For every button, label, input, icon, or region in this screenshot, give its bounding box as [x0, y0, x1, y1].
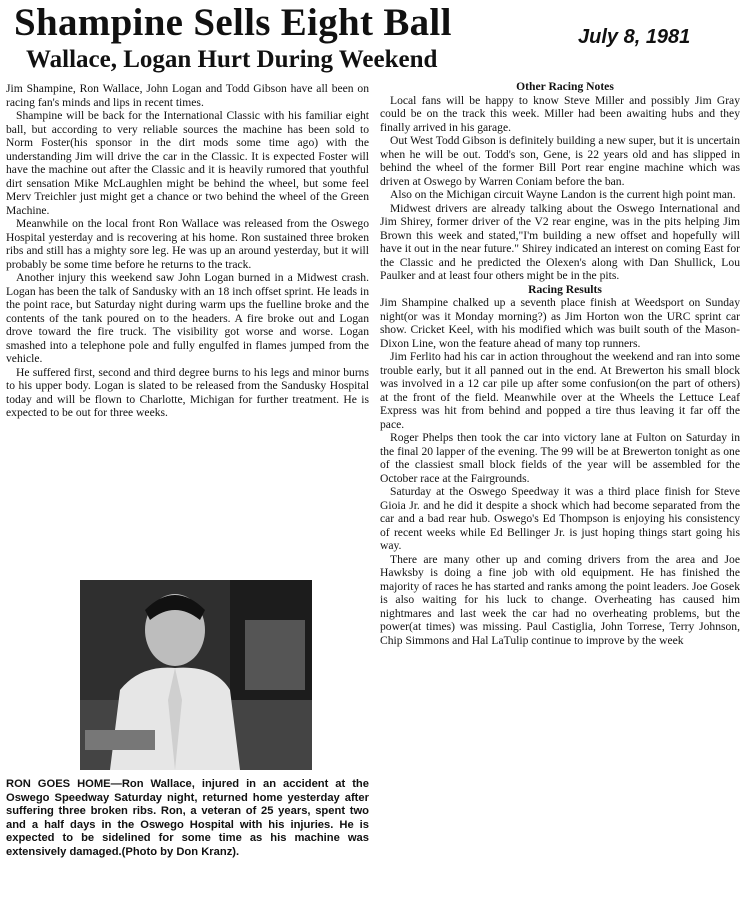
photo-ron-wallace — [80, 580, 312, 770]
notes-paragraph: Local fans will be happy to know Steve Miller and possibly Jim Gray could be on the track this week. Miller had been awaiting hubs and they finally arrived in his garage. — [380, 93, 740, 134]
results-paragraph: Jim Shampine chalked up a seventh place finish at Weedsport on Sunday night(or was it Monday morning?) as Jim Horton won the URC sprint car show. Cricket Keel, with his modified which was built south of the Mason-Dixon Line, won the feature ahead of many top runners. — [380, 296, 740, 350]
headline: Shampine Sells Eight Ball — [14, 1, 452, 44]
notes-paragraph: Also on the Michigan circuit Wayne Landon is the current high point man. — [390, 188, 736, 201]
results-paragraph: Saturday at the Oswego Speedway it was a third place finish for Steve Gioia Jr. and he did it despite a shock which had become separated from the car and a bad rear hub. Oswego's Ed Thompson is enjoying his consistency of recent weeks while Ed Bellinger Jr. is just hoping things start going his way. — [380, 485, 740, 552]
results-paragraph: Roger Phelps then took the car into victory lane at Fulton on Saturday in the final 20 lapper of the evening. The 99 will be at Brewerton tonight as one of the classiest small block fields of the year will be assembled for the October race at the Fairgrounds. — [380, 431, 740, 485]
notes-paragraph: Out West Todd Gibson is definitely building a new super, but it is uncertain when he will be out. Todd's son, Gene, is 22 years old and has slipped in behind the wheel of the former Bill Port rear engine machine which was driven at Oswego by Warren Coniam before the ban. — [380, 134, 740, 188]
article-paragraph: Jim Shampine, Ron Wallace, John Logan and Todd Gibson have all been on racing fan's minds and lips in recent times. — [6, 82, 369, 109]
results-paragraph: Jim Ferlito had his car in action throughout the weekend and ran into some trouble early, but it all panned out in the end. At Brewerton his small block was involved in a 12 car pile up after some confusion(on the part of others) at the front of the field. Meanwhile over at the Wheels the Lettuce Leaf Express was hit from behind and popped a tire thus leaving it far off the pace. — [380, 350, 740, 431]
publication-date: July 8, 1981 — [578, 26, 691, 48]
article-paragraph: He suffered first, second and third degree burns to his legs and minor burns to his upper body. Logan is slated to be released from the Sandusky Hospital today and will be flown to Charlotte, Michigan for further treatment. He is expected to be out for three weeks. — [6, 365, 369, 419]
subheadline: Wallace, Logan Hurt During Weekend — [26, 46, 438, 73]
photo-caption: RON GOES HOME—Ron Wallace, injured in an accident at the Oswego Speedway Saturday night, returned home yesterday after suffering three broken ribs. Ron, a veteran of 25 years, spent two and a half days in the Oswego Hospital with his injuries. He is expected to be sidelined for some time as his machine was extensively damaged.(Photo by Don Kranz). — [6, 778, 369, 858]
photo-image — [80, 580, 312, 770]
article-paragraph: Another injury this weekend saw John Logan burned in a Midwest crash. Logan has been the talk of Sandusky with an 18 inch offset sprint. He leads in the point race, but Saturday night during warm ups the fuelline broke and the contents of the tank poured on to the headers. A fire broke out and Logan drove toward the fire truck. The visibility got worse and worse. Logan smashed into a telephone pole and fully engulfed in flames jumped from the vehicle. — [6, 271, 369, 365]
article-paragraph: Shampine will be back for the International Classic with his familiar eight ball, but according to very reliable sources the machine has been sold to Norm Foster(his sponsor in the dirt mods some time ago) with the understanding Jim will drive the car in the Classic. It is expected Foster will have the machine out after the Classic and it is heavily rumored that youthful dirt sensation Mike McLaughlen might be behind the wheel, but some feel Merv Treichler just might get a chance or two behind the wheel of the Green Machine. — [6, 109, 369, 217]
section-heading-racing-results: Racing Results — [528, 282, 602, 296]
notes-paragraph: Midwest drivers are already talking about the Oswego International and Jim Shirey, former driver of the V2 rear engine, was in the pits helping Jim Brown this week and stated,"I'm building a new offset and hopefully will have it out in the near future." Shirey indicated an interest on coming East for the Classic and he predicted the Olexen's along with Dan Shullick, Lou Paulker and at least four others might be in the pits. — [380, 201, 740, 282]
section-heading-other-notes: Other Racing Notes — [516, 80, 614, 93]
right-column — [380, 80, 740, 895]
results-paragraph: There are many other up and coming drivers from the area and Joe Hawksby is doing a fine job with old equipment. He has finished the majority of races he has started and ranks among the point leaders. Joe Gosek is also waiting for his luck to change. Overheating has caused him nightmares and last week the car had no overheating problems, but the power(at times) was missing. Paul Castiglia, John Torrese, Terry Johnson, Chip Simmons and Hal LaTulip continue to improve by the week — [380, 552, 740, 647]
left-column — [6, 82, 369, 576]
article-paragraph: Meanwhile on the local front Ron Wallace was released from the Oswego Hospital yesterday and is recovering at his home. Ron sustained three broken ribs and still has a mighty sore leg. He was up an around yesterday, but it will probably be some time before he returns to the track. — [6, 217, 369, 271]
